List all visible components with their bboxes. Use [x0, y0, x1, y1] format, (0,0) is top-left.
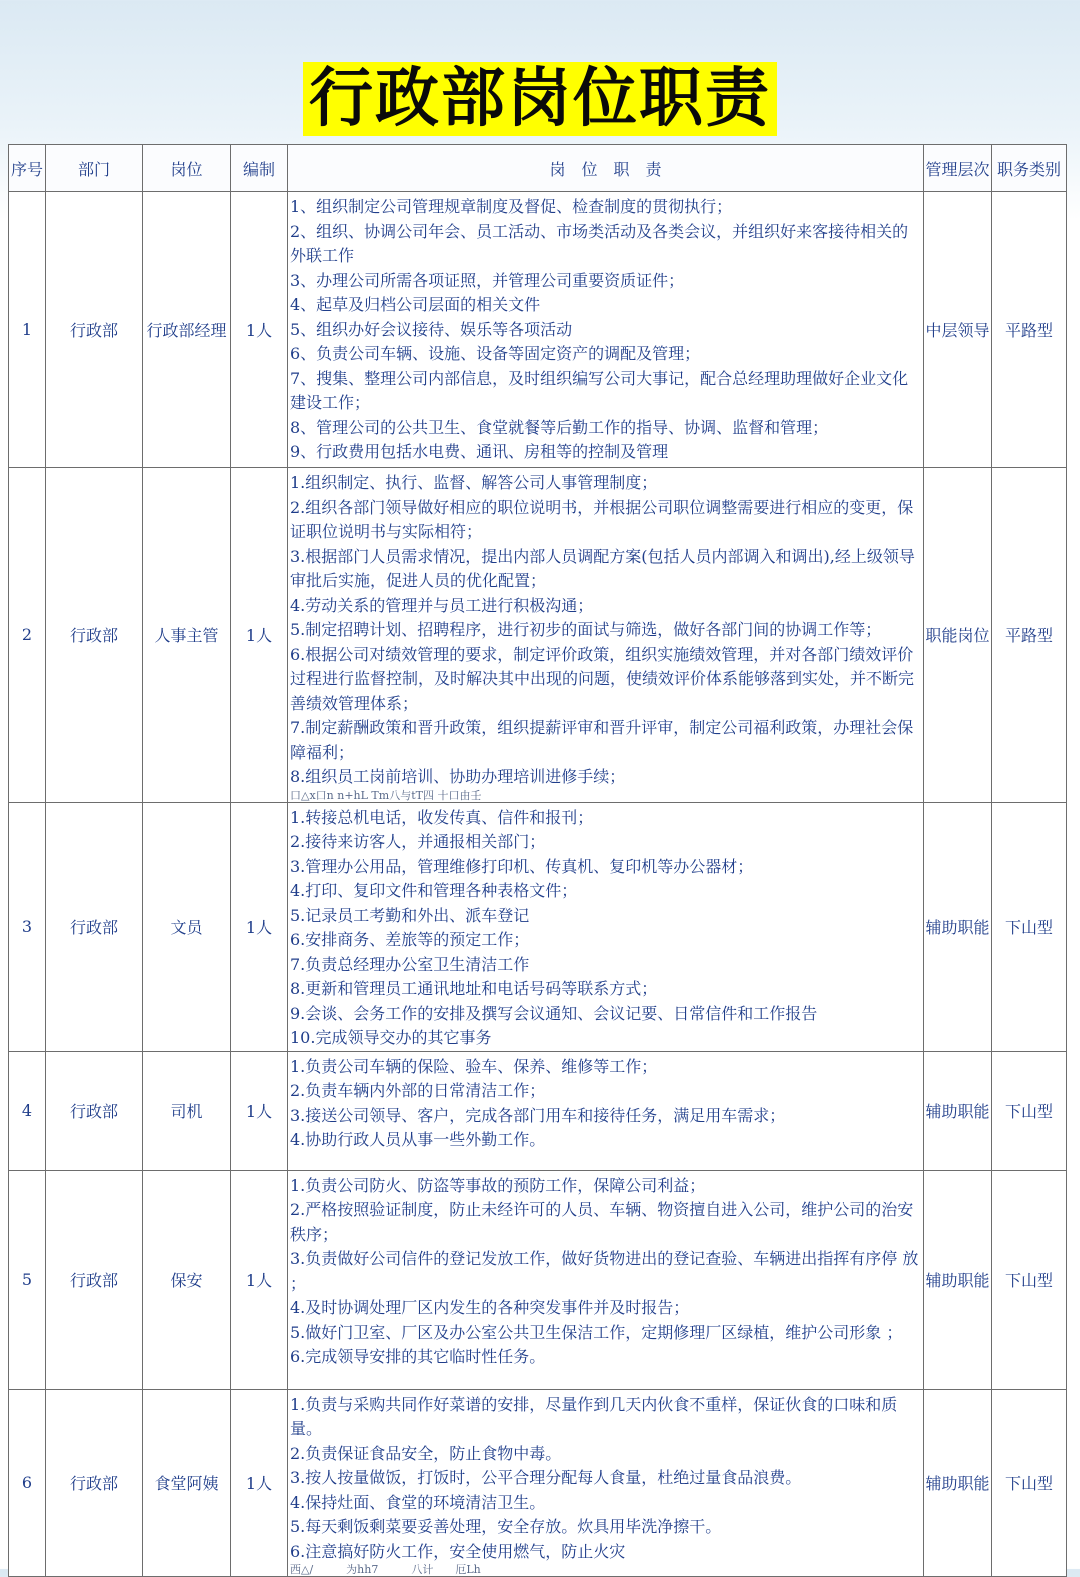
table-row	[9, 802, 1067, 1051]
quota-cell: 1人	[231, 1389, 288, 1577]
duty-item: 6.根据公司对绩效管理的要求，制定评价政策，组织实施绩效管理，并对各部门绩效评价过程进行监督控制，及时解决其中出现的问题，使绩效评价体系能够落到实处，并不断完善绩效管理体系；	[290, 644, 915, 713]
duty-item: 2.负责车辆内外部的日常清洁工作；	[290, 1081, 546, 1100]
duty-item: 4.及时协调处理厂区内发生的各种突发事件并及时报告；	[290, 1298, 690, 1317]
duty-item: 1、组织制定公司管理规章制度及督促、检查制度的贯彻执行；	[290, 197, 733, 216]
seq-cell: 5	[9, 1170, 46, 1389]
duty-item: 8、管理公司的公共卫生、食堂就餐等后勤工作的指导、协调、监督和管理；	[290, 417, 829, 437]
post-cell: 司机	[143, 1051, 231, 1170]
quota-cell: 1人	[231, 1051, 288, 1170]
mgmt-level-cell: 辅助职能	[924, 1051, 992, 1170]
seq-cell: 3	[9, 802, 46, 1051]
duty-item: 1.负责公司车辆的保险、验车、保养、维修等工作；	[290, 1056, 658, 1076]
duty-item: 3、办理公司所需各项证照，并管理公司重要资质证件；	[290, 270, 685, 290]
duty-item: 3.根据部门人员需求情况，提出内部人员调配方案(包括人员内部调入和调出),经上级领导审批后实施，促进人员的优化配置；	[290, 546, 915, 590]
post-cell: 人事主管	[143, 468, 231, 803]
duty-item: 4.劳动关系的管理并与员工进行积极沟通；	[290, 595, 594, 615]
duty-item: 2.严格按照验证制度，防止未经许可的人员、车辆、物资擅自进入公司，维护公司的治安秩序；	[290, 1200, 914, 1244]
table-row	[9, 1170, 1067, 1389]
post-type-cell: 下山型	[992, 802, 1067, 1051]
quota-cell: 1人	[231, 468, 288, 803]
duty-item: 5.做好门卫室、厂区及办公室公共卫生保洁工作，定期修理厂区绿植，维护公司形象 ；	[290, 1322, 903, 1342]
duty-item: 9、行政费用包括水电费、通讯、房租等的控制及管理	[290, 442, 669, 461]
mgmt-level-cell: 辅助职能	[924, 802, 992, 1051]
duty-item: 7、搜集、整理公司内部信息，及时组织编写公司大事记，配合总经理助理做好企业文化建设工作；	[290, 368, 909, 412]
duty-item: 4.打印、复印文件和管理各种表格文件；	[290, 881, 578, 900]
duty-item: 6.安排商务、差旅等的预定工作；	[290, 930, 530, 949]
duty-item: 10.完成领导交办的其它事务	[290, 1028, 492, 1047]
quota-cell: 1人	[231, 1170, 288, 1389]
header-quota: 编制	[231, 145, 288, 192]
post-type-cell: 平路型	[992, 192, 1067, 468]
header-seq: 序号	[9, 145, 46, 192]
duties-table	[8, 144, 1067, 1577]
duty-item: 3.按人按量做饭，打饭时，公平合理分配每人食量，杜绝过量食品浪费。	[290, 1468, 802, 1487]
duty-item: 2.组织各部门领导做好相应的职位说明书，并根据公司职位调整需要进行相应的变更，保证职位说明书与实际相符；	[290, 497, 914, 541]
duty-item: 2、组织、协调公司年会、员工活动、市场类活动及各类会议，并组织好来客接待相关的外联工作	[290, 221, 909, 265]
table-row	[9, 468, 1067, 803]
duty-item: 1.转接总机电话，收发传真、信件和报刊；	[290, 807, 594, 827]
dept-cell: 行政部	[46, 1051, 143, 1170]
duty-item: 1.负责公司防火、防盗等事故的预防工作，保障公司利益；	[290, 1175, 706, 1195]
post-cell: 保安	[143, 1170, 231, 1389]
duty-item: 6.完成领导安排的其它临时性任务。	[290, 1347, 546, 1366]
faint-overflow-text: 口△x口n n+hL Tm八与tT四 十口由壬	[290, 788, 482, 802]
post-cell: 食堂阿姨	[143, 1389, 231, 1577]
table-header	[9, 145, 1067, 192]
duties-cell	[288, 1389, 924, 1577]
post-type-cell: 下山型	[992, 1389, 1067, 1577]
dept-cell: 行政部	[46, 192, 143, 468]
table-row	[9, 1389, 1067, 1577]
post-type-cell: 平路型	[992, 468, 1067, 803]
duty-item: 3.管理办公用品，管理维修打印机、传真机、复印机等办公器材；	[290, 856, 754, 876]
duty-item: 7.负责总经理办公室卫生清洁工作	[290, 954, 530, 974]
duty-item: 5.每天剩饭剩菜要妥善处理，安全存放。炊具用毕洗净擦干。	[290, 1517, 722, 1536]
duty-item: 8.更新和管理员工通讯地址和电话号码等联系方式；	[290, 979, 658, 998]
dept-cell: 行政部	[46, 1389, 143, 1577]
post-cell: 文员	[143, 802, 231, 1051]
duty-item: 6、负责公司车辆、设施、设备等固定资产的调配及管理；	[290, 344, 701, 363]
duty-item: 5、组织办好会议接待、娱乐等各项活动	[290, 319, 573, 339]
duty-item: 6.注意搞好防火工作，安全使用燃气，防止火灾	[290, 1541, 626, 1561]
quota-cell: 1人	[231, 192, 288, 468]
duty-item: 8.组织员工岗前培训、协助办理培训进修手续；	[290, 767, 626, 786]
duty-item: 3.接送公司领导、客户，完成各部门用车和接待任务，满足用车需求；	[290, 1105, 786, 1125]
duty-item: 2.负责保证食品安全，防止食物中毒。	[290, 1443, 562, 1463]
mgmt-level-cell: 辅助职能	[924, 1170, 992, 1389]
dept-cell: 行政部	[46, 802, 143, 1051]
duty-item: 9.会谈、会务工作的安排及撰写会议通知、会议记要、日常信件和工作报告	[290, 1003, 818, 1023]
post-type-cell: 下山型	[992, 1051, 1067, 1170]
duties-cell	[288, 192, 924, 468]
seq-cell: 2	[9, 468, 46, 803]
header-duties: 岗 位 职 责	[288, 145, 924, 192]
duties-cell	[288, 468, 924, 803]
seq-cell: 1	[9, 192, 46, 468]
duties-cell	[288, 1051, 924, 1170]
header-mgmt: 管理层次	[924, 145, 992, 192]
duties-cell	[288, 802, 924, 1051]
duty-item: 7.制定薪酬政策和晋升政策，组织提薪评审和晋升评审，制定公司福利政策，办理社会保障福利；	[290, 718, 914, 762]
header-dept: 部门	[46, 145, 143, 192]
mgmt-level-cell: 职能岗位	[924, 468, 992, 803]
seq-cell: 4	[9, 1051, 46, 1170]
title-wrap	[0, 62, 1080, 136]
duty-item: 5.记录员工考勤和外出、派车登记	[290, 905, 530, 925]
dept-cell: 行政部	[46, 468, 143, 803]
header-kind: 职务类别	[992, 145, 1067, 192]
duty-item: 5.制定招聘计划、招聘程序，进行初步的面试与筛选，做好各部门间的协调工作等；	[290, 620, 882, 639]
duty-item: 1.组织制定、执行、监督、解答公司人事管理制度；	[290, 473, 658, 492]
mgmt-level-cell: 辅助职能	[924, 1389, 992, 1577]
duty-item: 2.接待来访客人，并通报相关部门；	[290, 832, 546, 851]
table-row	[9, 1051, 1067, 1170]
duty-item: 3.负责做好公司信件的登记发放工作，做好货物进出的登记查验、车辆进出指挥有序停 放 ；	[290, 1249, 919, 1293]
duty-item: 4.保持灶面、食堂的环境清洁卫生。	[290, 1492, 546, 1512]
table-row	[9, 192, 1067, 468]
duty-item: 4、起草及归档公司层面的相关文件	[290, 295, 541, 314]
quota-cell: 1人	[231, 802, 288, 1051]
post-cell: 行政部经理	[143, 192, 231, 468]
header-post: 岗位	[143, 145, 231, 192]
page-title: 行政部岗位职责	[303, 62, 777, 136]
duty-item: 4.协助行政人员从事一些外勤工作。	[290, 1130, 546, 1149]
duty-item: 1.负责与采购共同作好菜谱的安排，尽量作到几天内伙食不重样，保证伙食的口味和质量。	[290, 1394, 898, 1438]
duties-cell	[288, 1170, 924, 1389]
faint-overflow-text: 西△/ 为hh7 八计 厄Lh	[290, 1563, 481, 1576]
table-body	[9, 192, 1067, 1577]
mgmt-level-cell: 中层领导	[924, 192, 992, 468]
post-type-cell: 下山型	[992, 1170, 1067, 1389]
seq-cell: 6	[9, 1389, 46, 1577]
dept-cell: 行政部	[46, 1170, 143, 1389]
